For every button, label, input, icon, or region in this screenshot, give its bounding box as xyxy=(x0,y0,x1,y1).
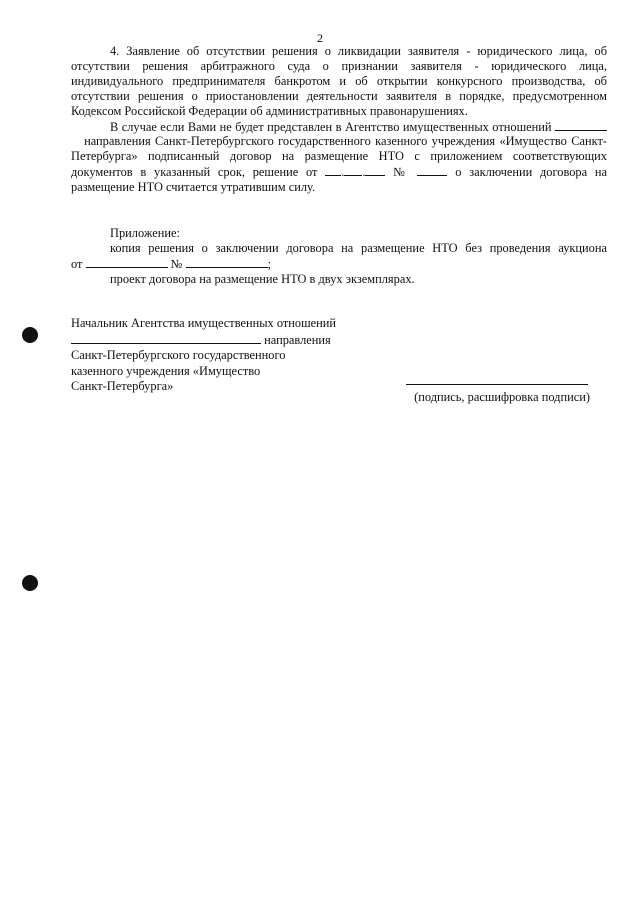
attachment-from-label: от xyxy=(71,257,83,271)
signatory-block xyxy=(71,316,401,395)
signatory-line-1: Начальник Агентства имущественных отношений xyxy=(71,316,337,330)
signatory-line-3: Санкт-Петербургского государственного xyxy=(71,348,286,362)
date-separator-1: . xyxy=(341,165,345,180)
blank-signatory-department-field xyxy=(71,332,261,344)
signatory-line-5: Санкт-Петербурга» xyxy=(71,379,174,393)
date-separator-2: . xyxy=(362,165,366,180)
blank-month-field xyxy=(344,164,362,176)
blank-department-field xyxy=(555,119,607,131)
attachment-number-sign: № xyxy=(170,257,183,271)
attachment-item-1-end: ; xyxy=(267,257,272,271)
signatory-line-2-suffix: направления xyxy=(264,332,331,347)
signatory-line-4: казенного учреждения «Имущество xyxy=(71,363,261,378)
number-sign: № xyxy=(393,165,410,180)
blank-attachment-date-field xyxy=(86,256,168,268)
paragraph-deadline-cont: направления Санкт-Петербургского государственного казенного учреждения «Имущество Санкт-Петербурга» подписанный договор на размещение НТО с приложением соответствующих документов в указанный срок, решение от xyxy=(71,134,607,180)
paragraph-deadline-end: о заключении договора на размещение НТО считается утратившим силу. xyxy=(71,165,608,195)
paragraph-item-4: 4. Заявление об отсутствии решения о ликвидации заявителя - юридического лица, об отсутствии решения арбитражного суда о признании заявителя - юридического лица, индивидуального предпринимателя банкротом и об открытии конкурсного производства, об отсутствии решения о приостановлении деятельности заявителя в порядке, предусмотренном Кодексом Российской Федерации об административных правонарушениях. xyxy=(71,44,607,118)
attachments-heading: Приложение: xyxy=(110,226,180,240)
attachment-item-2: проект договора на размещение НТО в двух экземплярах. xyxy=(110,272,415,286)
page-number: 2 xyxy=(317,31,323,45)
attachment-item-1-text: копия решения о заключении договора на размещение НТО без проведения аукциона xyxy=(110,241,607,255)
punch-hole-mark xyxy=(22,327,38,343)
signatory-line-2 xyxy=(71,332,401,349)
punch-hole-mark xyxy=(22,575,38,591)
blank-day-field xyxy=(325,164,341,176)
attachment-item-1-ref xyxy=(71,256,607,272)
body-text xyxy=(71,44,607,195)
paragraph-deadline-start: В случае если Вами не будет представлен в Агентство имущественных отношений xyxy=(110,119,552,134)
blank-year-field xyxy=(365,164,385,176)
paragraph-deadline xyxy=(71,119,607,196)
signature-line xyxy=(406,384,588,385)
blank-attachment-number-field xyxy=(186,256,268,268)
attachments-section xyxy=(71,226,607,287)
signature-caption: (подпись, расшифровка подписи) xyxy=(414,390,590,404)
blank-decision-number-field xyxy=(417,164,447,176)
